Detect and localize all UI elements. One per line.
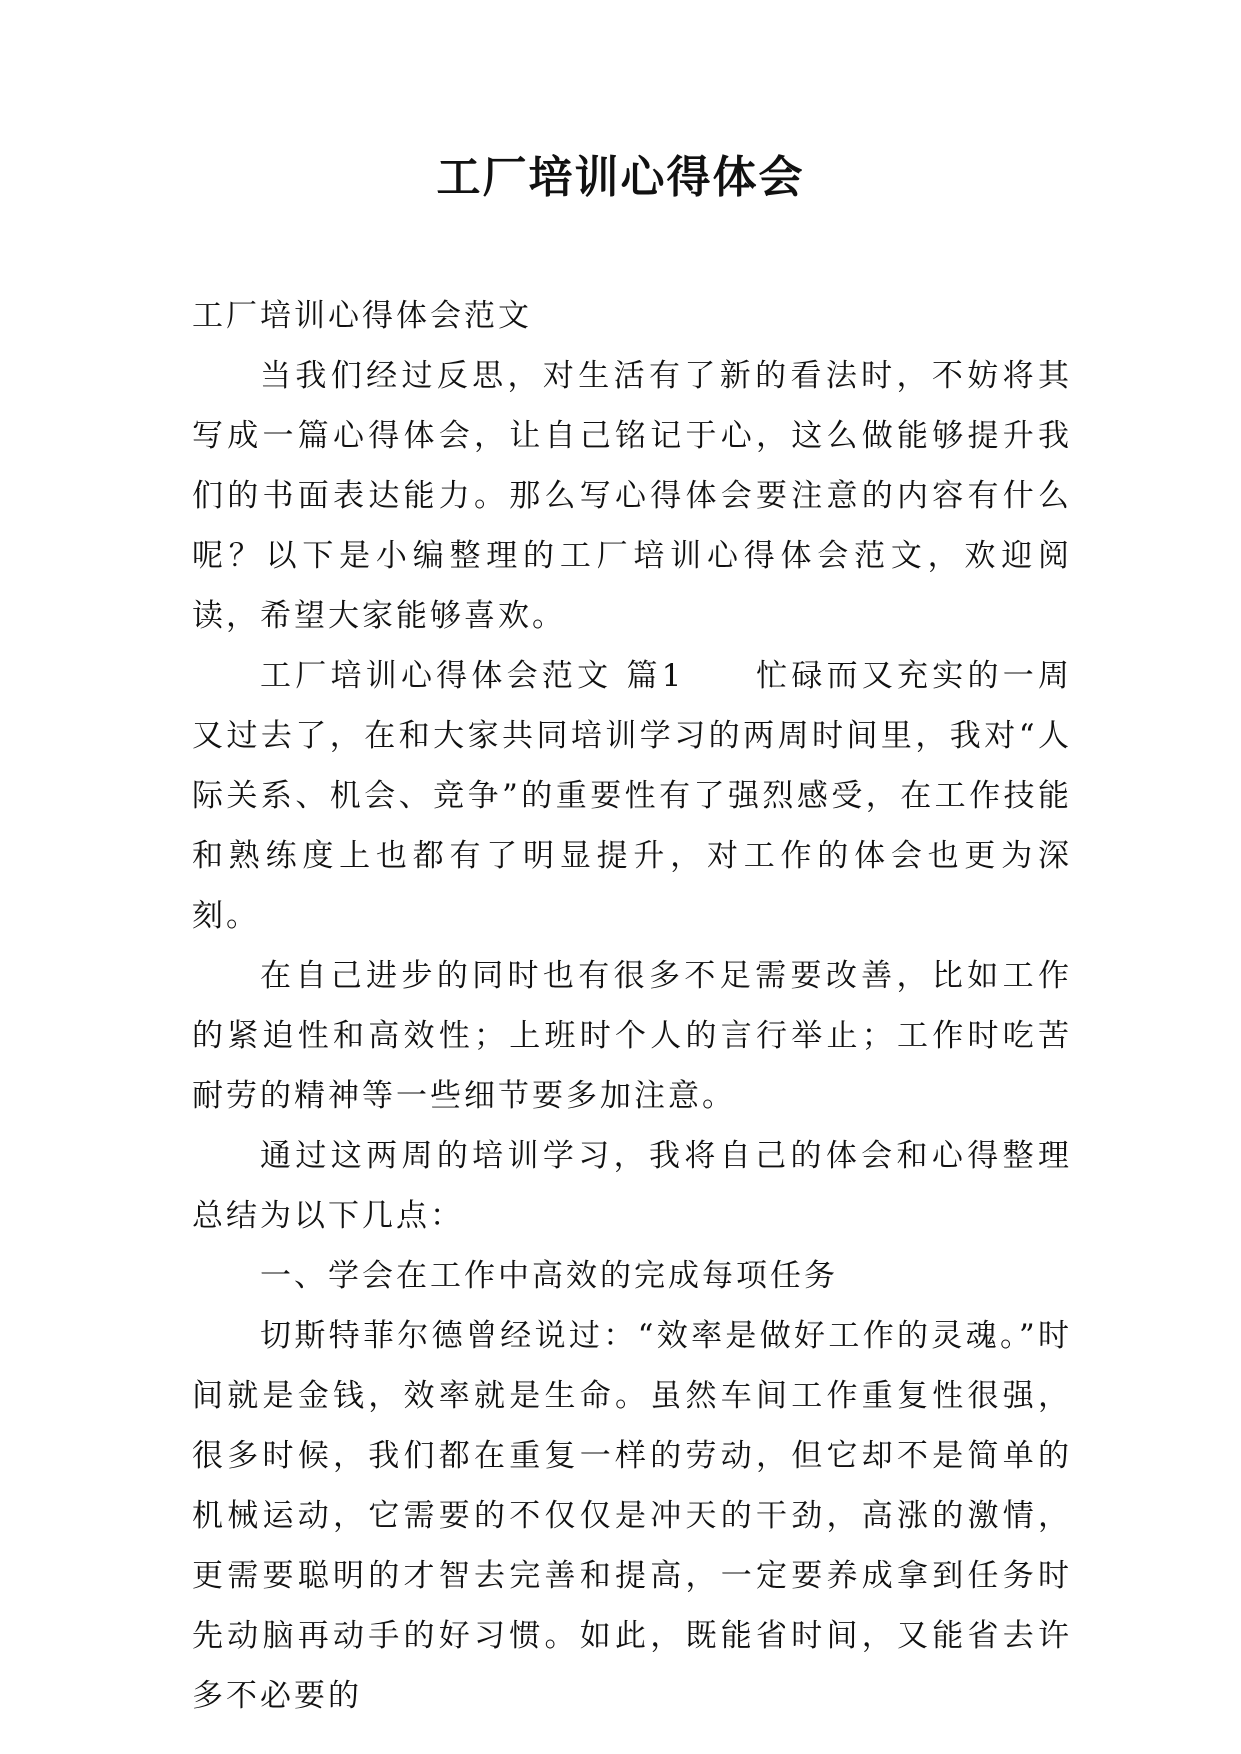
document-subtitle: 工厂培训心得体会范文 (192, 298, 532, 334)
paragraph-intro: 当我们经过反思，对生活有了新的看法时，不妨将其写成一篇心得体会，让自己铭记于心，这么做能够提升我们的书面表达能力。那么写心得体会要注意的内容有什么呢？以下是小编整理的工厂培训心得体会范文，欢迎阅读，希望大家能够喜欢。 (192, 358, 1072, 634)
paragraph-efficiency: 切斯特菲尔德曾经说过：“效率是做好工作的灵魂。”时间就是金钱，效率就是生命。虽然车间工作重复性很强，很多时候，我们都在重复一样的劳动，但它却不是简单的机械运动，它需要的不仅仅是冲天的干劲，高涨的激情，更需要聪明的才智去完善和提高，一定要养成拿到任务时先动脑再动手的好习惯。如此，既能省时间，又能省去许多不必要的 (192, 1318, 1072, 1714)
paragraph-section-1: 工厂培训心得体会范文 篇1 忙碌而又充实的一周又过去了，在和大家共同培训学习的两周时间里，我对“人际关系、机会、竞争”的重要性有了强烈感受，在工作技能和熟练度上也都有了明显提升，对工作的体会也更为深刻。 (192, 658, 1072, 934)
paragraph-summary-lead: 通过这两周的培训学习，我将自己的体会和心得整理总结为以下几点： (192, 1138, 1072, 1234)
document-title: 工厂培训心得体会 (436, 152, 805, 203)
document-body (192, 286, 1072, 1726)
section-heading-1: 一、学会在工作中高效的完成每项任务 (260, 1258, 838, 1294)
paragraph-shortcomings: 在自己进步的同时也有很多不足需要改善，比如工作的紧迫性和高效性；上班时个人的言行举止；工作时吃苦耐劳的精神等一些细节要多加注意。 (192, 958, 1072, 1114)
